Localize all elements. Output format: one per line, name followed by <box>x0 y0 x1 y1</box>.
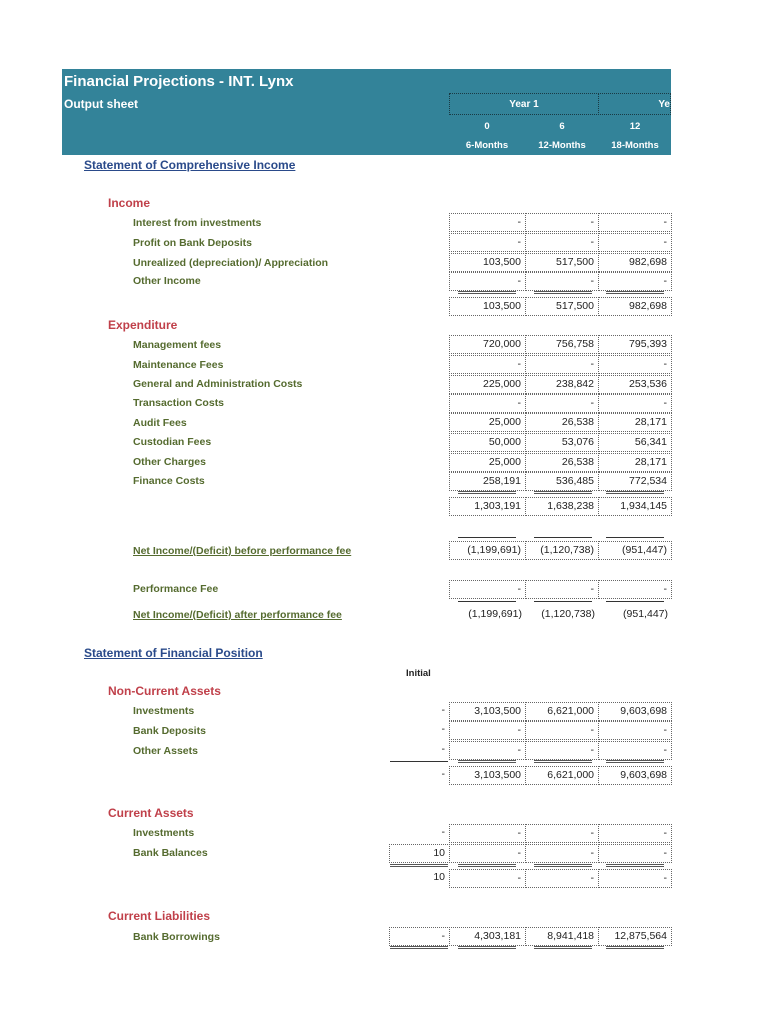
row-label: Other Income <box>133 275 201 287</box>
row-label: Investments <box>133 705 195 717</box>
income-total-cell[interactable]: 103,500 <box>449 297 526 316</box>
initial-cell: - <box>441 704 445 716</box>
cell[interactable]: 26,538 <box>525 453 599 472</box>
category-expenditure: Expenditure <box>108 318 178 332</box>
cell[interactable]: 225,000 <box>449 375 526 394</box>
cell[interactable]: - <box>598 741 672 760</box>
underline <box>534 491 592 494</box>
underline <box>458 946 516 949</box>
rule <box>606 601 664 602</box>
rule <box>534 601 592 602</box>
current-assets-total-cell[interactable]: - <box>525 869 599 888</box>
non-current-total-cell[interactable]: 6,621,000 <box>525 766 599 785</box>
section-title-financial-position: Statement of Financial Position <box>84 646 263 660</box>
non-current-total-cell[interactable]: 9,603,698 <box>598 766 672 785</box>
cell[interactable]: - <box>598 394 672 413</box>
net-after-cell: (1,120,738) <box>541 608 595 620</box>
initial-total-cell: - <box>441 768 445 780</box>
expenditure-total-cell[interactable]: 1,303,191 <box>449 497 526 516</box>
cell[interactable]: - <box>598 844 672 863</box>
cell[interactable]: - <box>449 394 526 413</box>
cell[interactable]: 103,500 <box>449 253 526 272</box>
cell[interactable]: 26,538 <box>525 413 599 432</box>
underline <box>458 864 516 867</box>
cell[interactable]: 4,303,181 <box>449 927 526 946</box>
row-label: Bank Deposits <box>133 725 206 737</box>
cell[interactable]: - <box>598 824 672 843</box>
initial-total-cell: 10 <box>433 871 445 883</box>
cell[interactable]: - <box>598 213 672 232</box>
initial-cell: - <box>441 826 445 838</box>
initial-column-header: Initial <box>406 668 431 679</box>
row-label: Unrealized (depreciation)/ Appreciation <box>133 257 329 269</box>
cell[interactable]: - <box>598 233 672 252</box>
underline <box>534 946 592 949</box>
cell[interactable]: - <box>449 272 526 291</box>
performance-fee-cell[interactable]: - <box>598 580 672 599</box>
row-label: Finance Costs <box>133 475 205 487</box>
cell[interactable]: 756,758 <box>525 335 599 354</box>
period-label-0: 6-Months <box>465 140 509 151</box>
cell[interactable]: - <box>525 824 599 843</box>
cell[interactable]: - <box>449 824 526 843</box>
cell[interactable]: - <box>449 213 526 232</box>
expenditure-total-cell[interactable]: 1,934,145 <box>598 497 672 516</box>
cell[interactable]: 9,603,698 <box>598 702 672 721</box>
underline <box>534 291 592 294</box>
cell[interactable]: - <box>449 721 526 740</box>
performance-fee-cell[interactable]: - <box>449 580 526 599</box>
cell[interactable]: - <box>449 233 526 252</box>
underline <box>606 946 664 949</box>
year-2-header: Ye <box>598 93 671 115</box>
row-label: Audit Fees <box>133 417 187 429</box>
performance-fee-cell[interactable]: - <box>525 580 599 599</box>
income-total-cell[interactable]: 517,500 <box>525 297 599 316</box>
row-label: Bank Borrowings <box>133 931 220 943</box>
cell[interactable]: 720,000 <box>449 335 526 354</box>
rule <box>390 761 448 762</box>
section-title-income-statement: Statement of Comprehensive Income <box>84 158 296 172</box>
category-current-liabilities: Current Liabilities <box>108 909 211 923</box>
underline <box>606 291 664 294</box>
cell[interactable]: - <box>525 741 599 760</box>
underline <box>390 864 448 867</box>
row-label: Maintenance Fees <box>133 359 224 371</box>
row-label: General and Administration Costs <box>133 378 303 390</box>
income-total-cell[interactable]: 982,698 <box>598 297 672 316</box>
category-current-assets: Current Assets <box>108 806 194 820</box>
expenditure-total-cell[interactable]: 1,638,238 <box>525 497 599 516</box>
cell[interactable]: 253,536 <box>598 375 672 394</box>
cell[interactable]: - <box>525 272 599 291</box>
initial-cell: - <box>441 723 445 735</box>
underline <box>390 946 448 949</box>
rule <box>458 601 516 602</box>
cell[interactable]: 6,621,000 <box>525 702 599 721</box>
cell[interactable]: 8,941,418 <box>525 927 599 946</box>
period-label-1: 12-Months <box>538 140 586 151</box>
row-label: Bank Balances <box>133 847 208 859</box>
net-before-label: Net Income/(Deficit) before performance fee <box>133 545 352 557</box>
cell[interactable]: 56,341 <box>598 433 672 452</box>
net-before-cell[interactable]: (1,199,691) <box>449 541 526 560</box>
cell[interactable]: - <box>449 741 526 760</box>
current-assets-total-cell[interactable]: - <box>449 869 526 888</box>
cell[interactable]: 3,103,500 <box>449 702 526 721</box>
row-label: Profit on Bank Deposits <box>133 237 253 249</box>
cell[interactable]: - <box>525 844 599 863</box>
underline <box>534 760 592 763</box>
underline <box>606 864 664 867</box>
period-label-2: 18-Months <box>611 140 659 151</box>
underline <box>606 491 664 494</box>
cell[interactable]: 12,875,564 <box>598 927 672 946</box>
current-assets-total-cell[interactable]: - <box>598 869 672 888</box>
row-label: Interest from investments <box>133 217 262 229</box>
cell[interactable]: 258,191 <box>449 472 526 491</box>
cell[interactable]: 28,171 <box>598 453 672 472</box>
rule <box>606 537 664 538</box>
cell[interactable]: - <box>598 355 672 374</box>
row-label: Management fees <box>133 339 222 351</box>
cell[interactable]: - <box>449 844 526 863</box>
cell[interactable]: 795,393 <box>598 335 672 354</box>
cell[interactable]: - <box>525 213 599 232</box>
underline <box>458 291 516 294</box>
cell[interactable]: 772,534 <box>598 472 672 491</box>
cell[interactable]: - <box>525 355 599 374</box>
cell[interactable]: 50,000 <box>449 433 526 452</box>
net-before-cell[interactable]: (951,447) <box>598 541 672 560</box>
year-1-header: Year 1 <box>449 93 599 115</box>
cell[interactable]: - <box>525 721 599 740</box>
cell[interactable]: - <box>449 355 526 374</box>
cell[interactable]: 25,000 <box>449 453 526 472</box>
net-after-cell: (951,447) <box>623 608 668 620</box>
page-subtitle: Output sheet <box>64 97 138 111</box>
initial-cell: - <box>441 743 445 755</box>
cell[interactable]: 53,076 <box>525 433 599 452</box>
cell[interactable]: - <box>598 272 672 291</box>
row-label: Other Assets <box>133 745 198 757</box>
row-label: Transaction Costs <box>133 397 225 409</box>
row-label: Other Charges <box>133 456 206 468</box>
period-0: 0 <box>484 121 490 132</box>
underline <box>458 760 516 763</box>
initial-cell[interactable]: 10 <box>389 844 450 863</box>
row-label: Investments <box>133 827 195 839</box>
category-income: Income <box>108 196 151 210</box>
cell[interactable]: 517,500 <box>525 253 599 272</box>
row-label: Custodian Fees <box>133 436 212 448</box>
net-after-cell: (1,199,691) <box>468 608 522 620</box>
underline <box>534 864 592 867</box>
page-title: Financial Projections - INT. Lynx <box>64 73 294 90</box>
cell[interactable]: - <box>598 721 672 740</box>
performance-fee-label: Performance Fee <box>133 583 219 595</box>
net-after-label: Net Income/(Deficit) after performance fee <box>133 609 342 621</box>
underline <box>458 491 516 494</box>
category-non-current-assets: Non-Current Assets <box>108 684 221 698</box>
cell[interactable]: 28,171 <box>598 413 672 432</box>
cell[interactable]: 536,485 <box>525 472 599 491</box>
cell[interactable]: - <box>525 394 599 413</box>
rule <box>458 537 516 538</box>
net-before-cell[interactable]: (1,120,738) <box>525 541 599 560</box>
period-1: 6 <box>559 121 565 132</box>
rule <box>534 537 592 538</box>
initial-cell[interactable]: - <box>389 927 450 946</box>
period-2: 12 <box>629 121 641 132</box>
underline <box>606 760 664 763</box>
non-current-total-cell[interactable]: 3,103,500 <box>449 766 526 785</box>
cell[interactable]: 238,842 <box>525 375 599 394</box>
cell[interactable]: - <box>525 233 599 252</box>
cell[interactable]: 25,000 <box>449 413 526 432</box>
cell[interactable]: 982,698 <box>598 253 672 272</box>
